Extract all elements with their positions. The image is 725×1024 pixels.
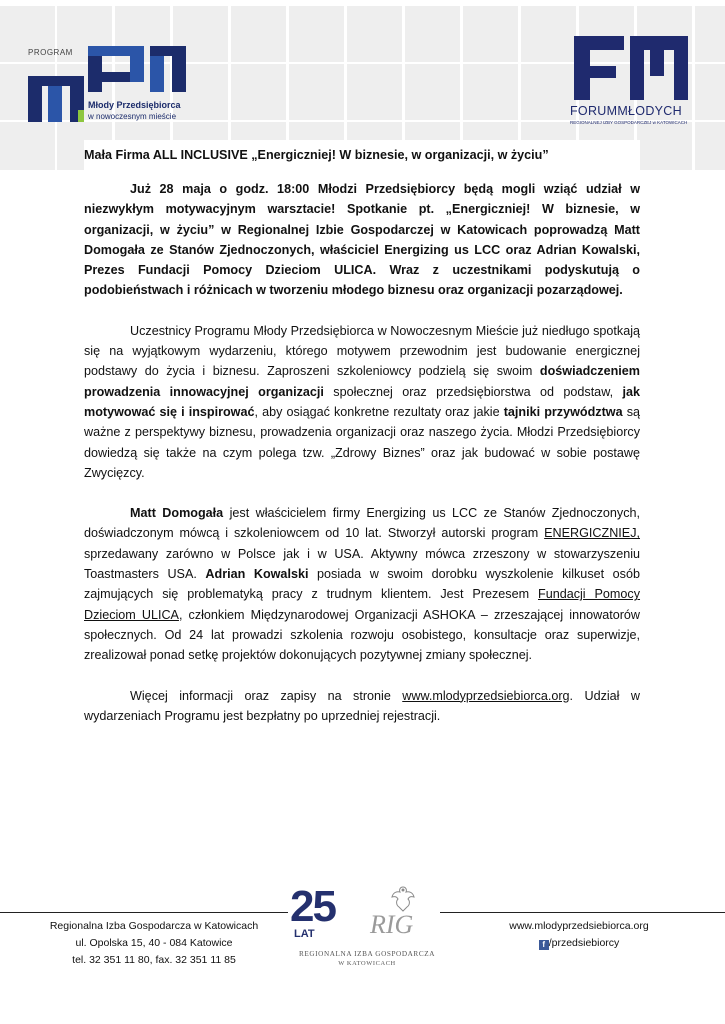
- rig-logo-text-2: W KATOWICACH: [338, 960, 396, 967]
- grid-cell: [405, 64, 460, 120]
- mpm-logo-block: [48, 86, 62, 122]
- mpm-logo-block: [102, 72, 130, 82]
- p4-text-1: Więcej informacji oraz zapisy na stronie: [130, 688, 403, 703]
- p3-bold-1: Matt Domogała: [130, 506, 224, 521]
- mpm-logo-block: [88, 46, 144, 56]
- fm-logo-subtitle: REGIONALNEJ IZBY GOSPODARCZEJ w KATOWICACH: [570, 120, 688, 125]
- footer-divider-left: [0, 912, 288, 913]
- p2-bold-1: doświadczeniem prowadzenia innowacyjnej organizacji: [84, 364, 640, 399]
- footer-contact: [490, 918, 668, 952]
- article-paragraph-3: [84, 503, 640, 665]
- p2-text-1: Uczestnicy Programu Młody Przedsiębiorca w Nowoczesnym Mieście już niedługo spotkają się na wyjątkowym wydarzeniu, którego motywem przewodnim jest budowanie energicznej podstawy do życia i biznesu. Zaproszeni szkoleniowcy podzielą się swoim: [84, 323, 640, 379]
- forum-mlodych-logo: [570, 36, 690, 132]
- mpm-logo-block: [172, 56, 186, 92]
- p3-text-1: jest właścicielem firmy Energizing us LCC ze Stanów Zjednoczonych, doświadczonym mówcą i szkoleniowcem od 10 lat. Stworzył autorski program: [84, 506, 641, 541]
- grid-cell: [521, 64, 576, 120]
- rig-logo-text-1: REGIONALNA IZBA GOSPODARCZA: [299, 950, 435, 958]
- grid-cell: [231, 6, 286, 62]
- fm-logo-block: [574, 50, 590, 100]
- rig-logo-monogram: RIG: [370, 910, 414, 939]
- p4-text-2: . Udział w wydarzeniach Programu jest bezpłatny po uprzedniej rejestracji.: [84, 688, 640, 723]
- energiczniej-link[interactable]: ENERGICZNIEJ,: [544, 526, 640, 541]
- p2-text-3: , aby osiągać konkretne rezultaty oraz jakie: [254, 404, 504, 419]
- fm-logo-block: [590, 66, 616, 78]
- p2-text-2: społecznej oraz przedsiębiorstwa od podstaw,: [323, 384, 623, 399]
- facebook-icon: f: [539, 940, 549, 950]
- mpm-logo-block: [88, 56, 102, 92]
- article-lead: Już 28 maja o godz. 18:00 Młodzi Przedsiębiorcy będą mogli wziąć udział w niezwykłym motywacyjnym warsztacie! Spotkanie pt. „Energiczniej! W biznesie, w organizacji, w życiu” w Regionalnej Izbie Gospodarczej w Katowicach poprowadzą Matt Domogała ze Stanów Zjednoczonych, właściciel Energizing us LCC oraz Adrian Kowalski, Prezes Fundacji Pomocy Dzieciom ULICA. Wraz z uczestnikami podyskutują o podobieństwach i różnicach w tworzeniu młodego biznesu oraz organizacji pozarządowej.: [84, 182, 640, 298]
- footer-website[interactable]: www.mlodyprzedsiebiorca.org: [509, 920, 649, 932]
- mpm-logo-block: [28, 76, 84, 86]
- fm-logo-name: FORUMMŁODYCH: [570, 104, 682, 118]
- footer-facebook[interactable]: [490, 935, 668, 952]
- grid-cell: [695, 64, 725, 120]
- p3-text-4: , członkiem Międzynarodowej Organizacji ASHOKA – zrzeszającej innowatorów społecznych. Od 24 lat prowadzi szkolenia rozwoju osobistego, konsultacje oraz superwizje, zrealizował ponad setkę projektów dokonujących pozytywnej zmiany społecznej.: [84, 607, 641, 663]
- grid-cell: [463, 64, 518, 120]
- p2-bold-2: jak motywować się i inspirować: [84, 384, 640, 419]
- grid-cell: [695, 6, 725, 62]
- article-title: Mała Firma ALL INCLUSIVE „Energiczniej! W biznesie, w organizacji, w życiu”: [84, 148, 549, 162]
- footer-facebook-handle: /przedsiebiorcy: [548, 937, 620, 949]
- fm-logo-block: [630, 36, 688, 50]
- p2-bold-3: tajniki przywództwa: [503, 404, 623, 419]
- p3-text-3: posiada w swoim dorobku wyszkolenie kilkuset osób zajmujących się problematyką pracy z trudnym klientem. Jest Prezesem: [84, 567, 640, 602]
- grid-cell: [347, 6, 402, 62]
- mpm-logo-block: [150, 56, 164, 92]
- rig-logo-lat: LAT: [294, 928, 315, 940]
- p3-bold-2: Adrian Kowalski: [205, 567, 309, 582]
- fm-logo-block: [630, 50, 644, 100]
- p2-text-4: są ważne z perspektywy biznesu, prowadzenia organizacji oraz naszego życia. Młodzi Przedsiębiorcy dowiedzą się także na czym polega tzw. „Zdrowy Biznes” oraz jak budować w sobie postawę Zwycięzcy.: [84, 404, 640, 480]
- fm-logo-block: [674, 50, 688, 100]
- fm-logo-block: [650, 50, 664, 76]
- footer-address-line-3: tel. 32 351 11 80, fax. 32 351 11 85: [72, 954, 236, 966]
- footer-address-line-2: ul. Opolska 15, 40 - 084 Katowice: [75, 937, 233, 949]
- footer-address: [36, 918, 272, 969]
- mpm-logo-accent: [78, 110, 84, 122]
- fundacja-ulica-link[interactable]: Fundacji Pomocy Dzieciom ULICA: [84, 587, 641, 622]
- article-paragraph-4: [84, 686, 640, 727]
- mpm-logo-block: [28, 86, 42, 122]
- rig-25-years-logo: [290, 884, 444, 972]
- grid-cell: [289, 64, 344, 120]
- grid-cell: [521, 6, 576, 62]
- article-paragraph-2: [84, 321, 640, 483]
- grid-cell: [0, 122, 55, 170]
- mpm-logo-block: [130, 56, 144, 82]
- website-link[interactable]: www.mlodyprzedsiebiorca.org: [402, 688, 570, 703]
- mpm-logo-title: Młody Przedsiębiorca: [88, 100, 181, 110]
- footer-divider-right: [440, 912, 725, 913]
- p3-text-2: sprzedawany zarówno w Polsce jak i w USA. Aktywny mówca zrzeszony w stowarzyszeniu Toastmasters USA.: [84, 546, 640, 582]
- grid-cell: [289, 6, 344, 62]
- grid-cell: [231, 64, 286, 120]
- grid-cell: [347, 64, 402, 120]
- mpm-logo-block: [150, 46, 186, 56]
- grid-cell: [695, 122, 725, 170]
- mpm-logo-program-label: PROGRAM: [28, 48, 73, 57]
- grid-cell: [463, 6, 518, 62]
- grid-cell: [405, 6, 460, 62]
- fm-logo-block: [574, 36, 624, 50]
- article: [84, 140, 640, 746]
- rig-logo-number: 25: [290, 882, 335, 931]
- mpm-logo-subtitle: w nowoczesnym mieście: [88, 112, 177, 121]
- footer-address-line-1: Regionalna Izba Gospodarcza w Katowicach: [49, 920, 259, 932]
- mpm-program-logo: [26, 46, 206, 126]
